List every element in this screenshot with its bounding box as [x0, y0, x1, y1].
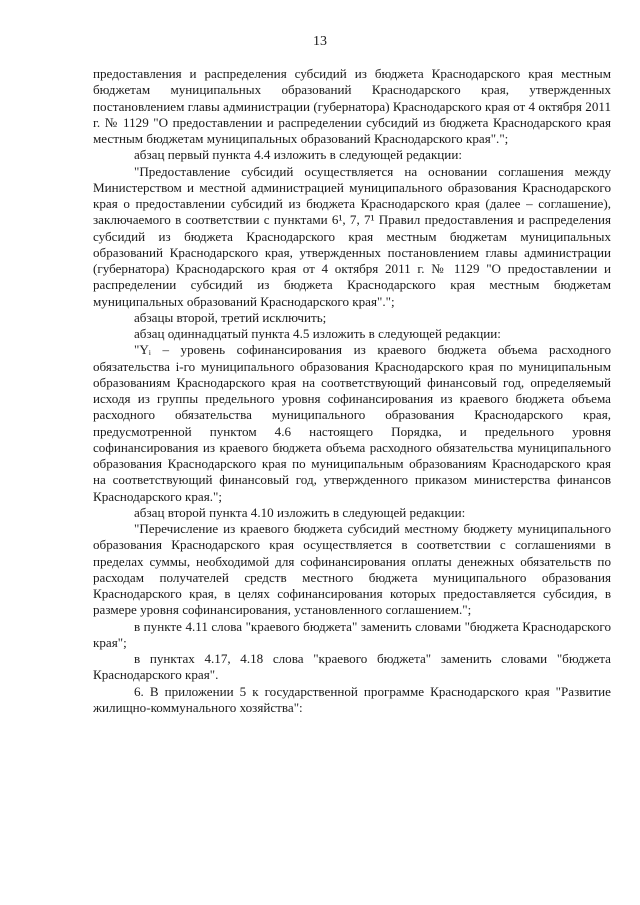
paragraph-4: абзацы второй, третий исключить;	[134, 309, 327, 325]
paragraph-9: в пункте 4.11 слова "краевого бюджета" заменить словами "бюджета Краснодарского края";	[93, 618, 611, 650]
paragraph-8: "Перечисление из краевого бюджета субсидий местному бюджету муниципального образования Краснодарского края осуществляется в соответствии с соглашениями в пределах суммы, необходимой для софинансирования оплаты денежных обязательств по расходам получателей средств местного бюджета муниципального образования Краснодарского края, в целях софинансирования которых предоставляется субсидия, в размере уровня софинансирования, установленного соглашением.";	[93, 521, 611, 618]
paragraph-10: в пунктах 4.17, 4.18 слова "краевого бюджета" заменить словами "бюджета Краснодарского края".	[93, 651, 611, 683]
paragraph-5: абзац одиннадцатый пункта 4.5 изложить в следующей редакции:	[134, 326, 501, 341]
paragraph-3: "Предоставление субсидий осуществляется на основании соглашения между Министерством и местной администрацией муниципального образования Краснодарского края о предоставлении субсидий из бюджета Краснодарского края (далее – соглашение), заключаемого в соответствии с пунктами 6¹, 7, 7¹ Правил предоставления и распределения субсидий из бюджета Краснодарского края местным бюджетам муниципальных образований Краснодарского края, утвержденных постановлением главы администрации (губернатора) Краснодарского края от 4 октября 2011 г. № 1129 "О предоставлении и распределении субсидий из бюджета Краснодарского края местным бюджетам муниципальных образований Краснодарского края".";	[93, 163, 611, 309]
paragraph-1: предоставления и распределения субсидий из бюджета Краснодарского края местным бюджетам муниципальных образований Краснодарского края, утвержденных постановлением главы администрации (губернатора) Краснодарского края от 4 октября 2011 г. № 1129 "О предоставлении и распределении субсидий из бюджета Краснодарского края местным бюджетам муниципальных образований Краснодарского края".";	[93, 66, 611, 146]
paragraph-6: "Yᵢ – уровень софинансирования из краевого бюджета объема расходного обязательства i-го муниципального образования Краснодарского края по муниципальным образованиям Краснодарского края на соответствующий финансовый год, определяемый исходя из группы предельного уровня софинансирования из краевого бюджета объема расходного обязательства муниципального образования Краснодарского края, предусмотренной пунктом 4.6 настоящего Порядка, и предельного уровня софинансирования из краевого бюджета объема расходного обязательства муниципального образования Краснодарского края по муниципальным образованиям Краснодарского края на соответствующий финансовый год, утвержденного приказом министерства финансов Краснодарского края.";	[93, 342, 611, 504]
paragraph-11: 6. В приложении 5 к государственной программе Краснодарского края "Развитие жилищно-коммунального хозяйства":	[93, 683, 611, 715]
paragraph-7: абзац второй пункта 4.10 изложить в следующей редакции:	[134, 504, 466, 520]
page-number: 13	[313, 34, 327, 49]
document-body	[93, 66, 611, 716]
paragraph-2: абзац первый пункта 4.4 изложить в следующей редакции:	[134, 147, 462, 163]
